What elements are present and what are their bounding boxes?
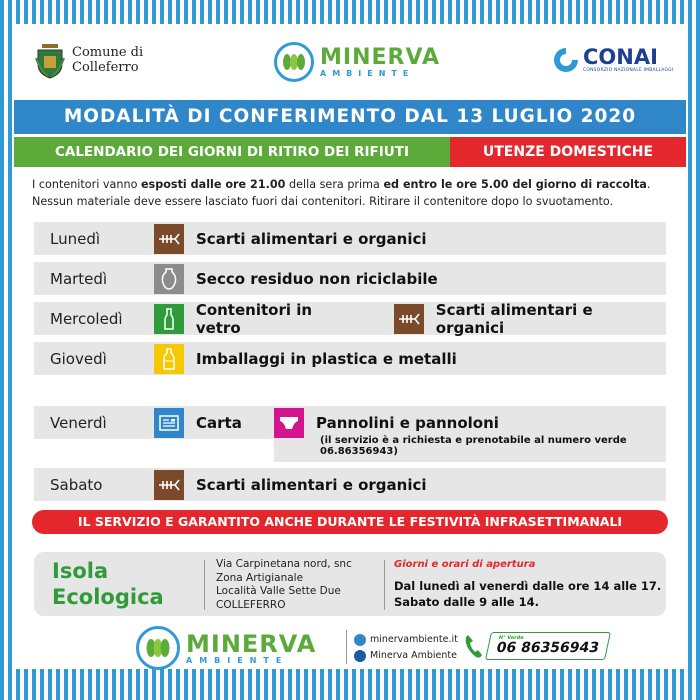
day-giovedi: Giovedì	[50, 349, 107, 368]
addr-line2: Zona Artigianale	[216, 571, 304, 584]
waste-martedi: Secco residuo non riciclabile	[196, 269, 438, 288]
notice-banner: IL SERVIZIO E GARANTITO ANCHE DURANTE LE FESTIVITÀ INFRASETTIMANALI	[32, 510, 668, 534]
subtitle-utenze: UTENZE DOMESTICHE	[450, 137, 686, 167]
fish-bone-icon	[154, 224, 184, 254]
row-sabato	[34, 468, 666, 501]
facebook-icon	[354, 650, 366, 662]
phone-icon	[464, 633, 484, 659]
isola-hours	[394, 558, 661, 610]
venerdi-note: (il servizio è a richiesta e prenotabile al numero verde 06.86356943)	[320, 435, 627, 457]
conai-logo	[552, 46, 673, 74]
isola-title2: Ecologica	[52, 585, 164, 609]
waste-sabato: Scarti alimentari e organici	[196, 475, 427, 494]
footer-minerva-title: MINERVA	[186, 629, 317, 658]
diaper-icon	[274, 408, 304, 438]
intro-p3: .	[646, 178, 651, 191]
waste-venerdi-pannolini: Pannolini e pannoloni	[316, 413, 499, 432]
phone-number[interactable]: 06 86356943	[494, 640, 601, 656]
fish-bone-icon	[394, 304, 424, 334]
minerva-logo	[274, 42, 440, 82]
minerva-sub: AMBIENTE	[320, 68, 415, 78]
waste-giovedi: Imballaggi in plastica e metalli	[196, 349, 457, 368]
intro-line2: Nessun materiale deve essere lasciato fuori dai contenitori. Ritirare il contenitore dopo lo svuotamento.	[32, 195, 614, 208]
waste-mercoledi-organico: Scarti alimentari e organici	[435, 300, 593, 337]
day-venerdi: Venerdì	[50, 413, 107, 432]
day-sabato: Sabato	[50, 475, 103, 494]
minerva-logo-footer	[136, 626, 316, 670]
comune-line2: Colleferro	[72, 60, 139, 75]
footer	[14, 624, 686, 669]
day-lunedi: Lunedì	[50, 229, 101, 248]
fish-bone-icon	[154, 470, 184, 500]
hours-title: Giorni e orari di apertura	[394, 559, 536, 570]
addr-line1: Via Carpinetana nord, snc	[216, 558, 352, 570]
intro-bold2: ed entro le ore 5.00 del giorno di raccolta	[383, 178, 647, 191]
vase-icon	[154, 264, 184, 294]
minerva-leaf-icon	[136, 626, 180, 670]
header-logos	[14, 24, 686, 96]
verde-label: N° Verde	[498, 635, 525, 641]
newspaper-icon	[154, 408, 184, 438]
intro-text	[32, 176, 682, 210]
conai-sub: CONSORZIO NAZIONALE IMBALLAGGI	[583, 68, 674, 73]
intro-p2: della sera prima	[285, 178, 384, 191]
conai-title: CONAI	[583, 45, 658, 69]
row-venerdi	[34, 406, 666, 462]
numero-verde	[464, 632, 608, 660]
crest-icon	[34, 40, 66, 80]
day-mercoledi: Mercoledì	[50, 309, 123, 328]
subtitle-calendar: CALENDARIO DEI GIORNI DI RITIRO DEI RIFIUTI	[14, 137, 450, 167]
comune-line1: Comune di	[72, 45, 144, 60]
plastic-bottle-icon	[154, 344, 184, 374]
row-giovedi	[34, 342, 666, 375]
row-mercoledi	[34, 302, 666, 335]
venerdi-pannolini	[274, 406, 666, 462]
intro-p1: I contenitori vanno	[32, 178, 141, 191]
intro-bold1: esposti dalle ore 21.00	[140, 178, 286, 191]
isola-title1: Isola	[52, 559, 109, 583]
row-lunedi	[34, 222, 666, 255]
day-martedi: Martedì	[50, 269, 108, 288]
bottle-icon	[154, 304, 184, 334]
row-martedi	[34, 262, 666, 295]
waste-lunedi: Scarti alimentari e organici	[196, 229, 427, 248]
social-links	[354, 632, 458, 664]
addr-line4: COLLEFERRO	[216, 598, 286, 611]
comune-logo	[34, 40, 143, 80]
conai-icon	[552, 46, 580, 74]
facebook-link[interactable]: Minerva Ambiente	[370, 650, 457, 661]
minerva-title: MINERVA	[320, 44, 441, 70]
waste-mercoledi-vetro: Contenitori in vetro	[195, 300, 313, 337]
minerva-leaf-icon	[274, 42, 314, 82]
waste-venerdi-carta: Carta	[196, 413, 242, 432]
isola-title	[52, 558, 164, 610]
isola-address	[216, 558, 352, 612]
globe-icon	[354, 634, 366, 646]
isola-ecologica	[34, 552, 666, 616]
poster-card	[14, 24, 686, 669]
website-link[interactable]: minervambiente.it	[370, 634, 458, 645]
footer-minerva-sub: AMBIENTE	[186, 655, 289, 665]
hours-line2: Sabato dalle 9 alle 14.	[394, 595, 539, 609]
venerdi-carta	[34, 406, 274, 439]
main-title: MODALITÀ DI CONFERIMENTO DAL 13 LUGLIO 2020	[14, 100, 686, 134]
hours-line1: Dal lunedì al venerdì dalle ore 14 alle 17.	[394, 579, 662, 593]
addr-line3: Località Valle Sette Due	[216, 585, 341, 597]
